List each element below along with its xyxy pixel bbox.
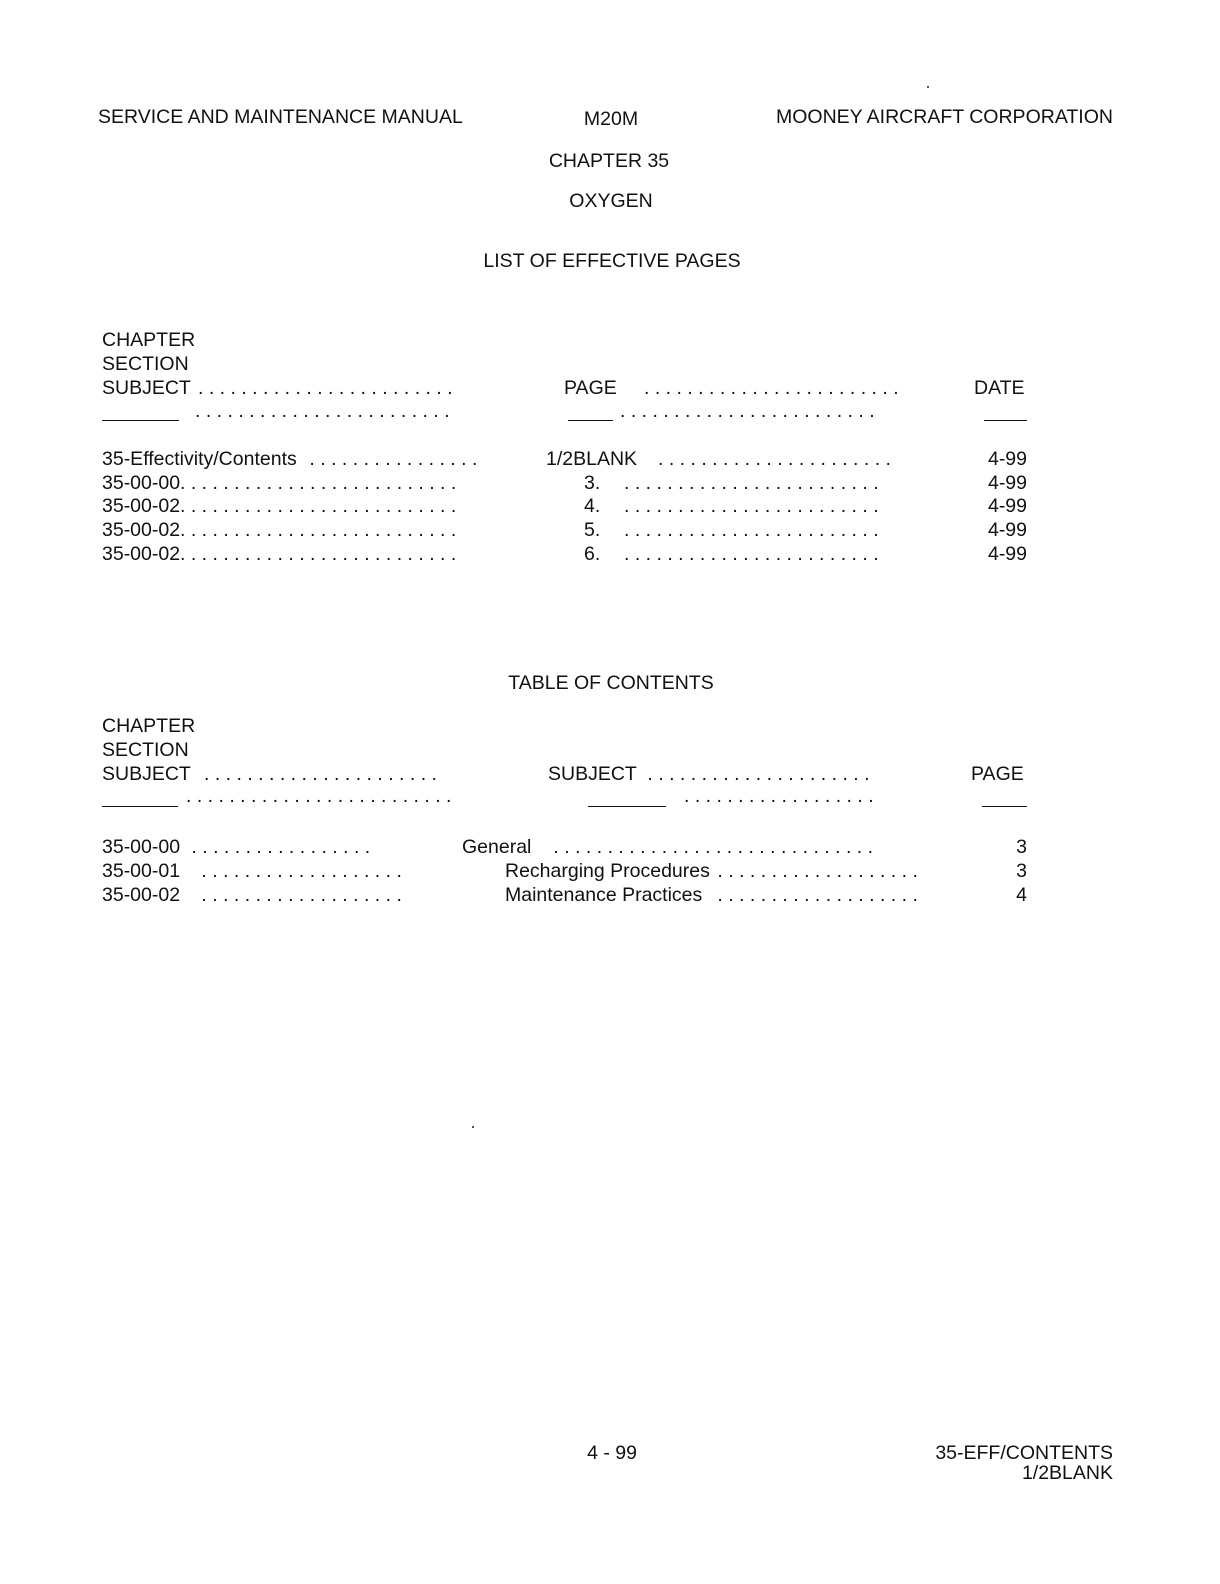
- toc-row-page: 3: [1016, 836, 1027, 858]
- dot-leader: . . . . . . . . . . . . . . . . . . . . . . . .: [198, 377, 453, 399]
- dot-leader: . . . . . . . . . . . . . . . . . . . . . . . . . .: [180, 472, 457, 494]
- toc-row-section: 35-00-01: [102, 860, 181, 882]
- lep-row-subject: 35-Effectivity/Contents: [102, 448, 297, 470]
- dot-leader: . . . . . . . . . . . . . . . . . . . . . . . . .: [186, 785, 452, 807]
- dot-leader: . . . . . . . . . . . . . . . . . . .: [712, 884, 918, 906]
- dot-leader: . . . . . . . . . . . . . . . . . . . . . .: [658, 448, 891, 470]
- dot-leader: . . . . . . . . . . . . . . . . . . . . . .: [204, 763, 437, 785]
- header-rule: [982, 806, 1027, 807]
- header-rule: [984, 420, 1027, 421]
- lep-row-page: 1/2BLANK: [546, 448, 638, 470]
- toc-header-chapter: CHAPTER: [102, 715, 196, 737]
- header-company: MOONEY AIRCRAFT CORPORATION: [776, 106, 1113, 128]
- lep-header-page: PAGE: [564, 377, 617, 399]
- toc-row-subject: Recharging Procedures: [505, 860, 710, 882]
- dot-leader: . . . . . . . . . . . . . . . . . . . . . . . .: [624, 495, 879, 517]
- lep-row-subject: 35-00-02: [102, 519, 181, 541]
- dot-leader: . . . . . . . . . . . . . . . . . . . . . . . . . .: [180, 543, 457, 565]
- lep-row-page: 6.: [584, 543, 601, 565]
- dot-leader: . . . . . . . . . . . . . . . . .: [186, 836, 371, 858]
- lep-row-date: 4-99: [987, 519, 1027, 541]
- lep-row-subject: 35-00-02: [102, 543, 181, 565]
- toc-row-section: 35-00-00: [102, 836, 181, 858]
- dot-leader: . . . . . . . . . . . . . . . .: [304, 448, 478, 470]
- lep-header-section: SECTION: [102, 353, 189, 375]
- footer-date: 4 - 99: [587, 1442, 637, 1464]
- lep-header-subject: SUBJECT: [102, 377, 191, 399]
- dot-leader: . . . . . . . . . . . . . . . . . . . . . . . .: [624, 472, 879, 494]
- toc-header-subject: SUBJECT: [102, 763, 191, 785]
- header-model: M20M: [583, 108, 639, 130]
- footer-ref-line2: 1/2BLANK: [1021, 1462, 1113, 1484]
- lep-header-date: DATE: [974, 377, 1025, 399]
- lep-row-page: 4.: [584, 495, 601, 517]
- footer-ref-line1: 35-EFF/CONTENTS: [935, 1442, 1113, 1464]
- chapter-name: OXYGEN: [569, 190, 653, 212]
- toc-row-page: 4: [1016, 884, 1027, 906]
- dot-leader: . . . . . . . . . . . . . . . . . . . . . . . .: [644, 377, 899, 399]
- lep-row-date: 4-99: [987, 472, 1027, 494]
- header-manual-title: SERVICE AND MAINTENANCE MANUAL: [98, 106, 463, 128]
- toc-row-subject: Maintenance Practices: [505, 884, 703, 906]
- chapter-number: CHAPTER 35: [548, 150, 670, 172]
- dot-leader: . . . . . . . . . . . . . . . . . . .: [712, 860, 918, 882]
- lep-row-date: 4-99: [987, 448, 1027, 470]
- dot-leader: . . . . . . . . . . . . . . . . . . .: [196, 884, 402, 906]
- lep-row-page: 5.: [584, 519, 601, 541]
- toc-row-page: 3: [1016, 860, 1027, 882]
- dot-leader: . . . . . . . . . . . . . . . . . . . . . . . .: [195, 400, 450, 422]
- lep-title: LIST OF EFFECTIVE PAGES: [483, 250, 741, 272]
- dot-leader: . . . . . . . . . . . . . . . . . . .: [196, 860, 402, 882]
- dot-leader: . . . . . . . . . . . . . . . . . . . . . . . .: [620, 400, 875, 422]
- scan-speck: [927, 86, 929, 88]
- dot-leader: . . . . . . . . . . . . . . . . . . . . . . . . . .: [180, 519, 457, 541]
- lep-row-subject: 35-00-00: [102, 472, 181, 494]
- lep-row-date: 4-99: [987, 495, 1027, 517]
- toc-title: TABLE OF CONTENTS: [508, 672, 714, 694]
- toc-row-subject: General: [462, 836, 532, 858]
- lep-header-chapter: CHAPTER: [102, 329, 196, 351]
- dot-leader: . . . . . . . . . . . . . . . . . . . . . . . . . .: [180, 495, 457, 517]
- toc-header-page: PAGE: [971, 763, 1024, 785]
- dot-leader: . . . . . . . . . . . . . . . . . . . . . . . . . . . . . .: [548, 836, 874, 858]
- header-rule: [102, 806, 178, 807]
- toc-row-section: 35-00-02: [102, 884, 181, 906]
- dot-leader: . . . . . . . . . . . . . . . . . .: [684, 785, 874, 807]
- header-rule: [102, 420, 179, 421]
- lep-row-subject: 35-00-02: [102, 495, 181, 517]
- lep-row-date: 4-99: [987, 543, 1027, 565]
- toc-header-section: SECTION: [102, 739, 189, 761]
- header-rule: [588, 806, 666, 807]
- scan-speck: [472, 1126, 474, 1128]
- dot-leader: . . . . . . . . . . . . . . . . . . . . . . . .: [624, 543, 879, 565]
- toc-header-subject-col: SUBJECT: [548, 763, 637, 785]
- lep-row-page: 3.: [584, 472, 601, 494]
- dot-leader: . . . . . . . . . . . . . . . . . . . . .: [642, 763, 870, 785]
- dot-leader: . . . . . . . . . . . . . . . . . . . . . . . .: [624, 519, 879, 541]
- header-rule: [568, 420, 613, 421]
